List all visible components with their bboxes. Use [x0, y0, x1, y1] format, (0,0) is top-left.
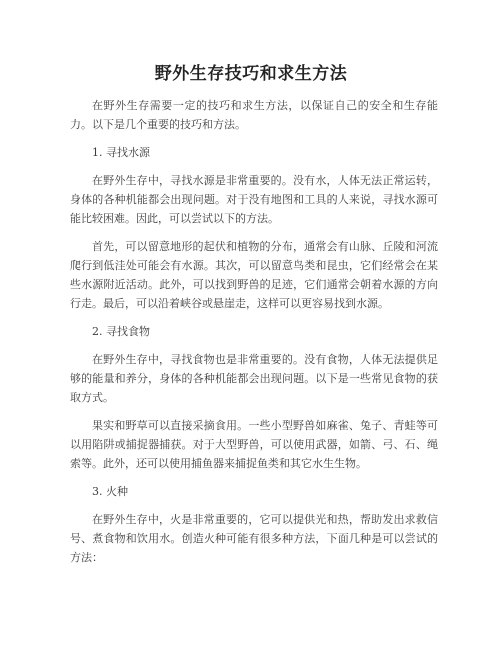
section-heading-water: 1. 寻找水源: [92, 146, 150, 159]
section-heading-food: 2. 寻找食物: [92, 325, 150, 338]
paragraph: 在野外生存中，寻找食物也是非常重要的。没有食物，人体无法提供足够的能量和养分，身体的各种机能都会出现问题。以下是一些常见食物的获取方式。: [70, 353, 438, 404]
paragraph: 果实和野草可以直接采摘食用。一些小型野兽如麻雀、兔子、青蛙等可以用陷阱或捕捉器捕获。对于大型野兽，可以使用武器，如箭、弓、石、绳索等。此外，还可以使用捕鱼器来捕捉鱼类和其它水生生物。: [70, 419, 438, 470]
document-title: 野外生存技巧和求生方法: [154, 64, 348, 84]
paragraph: 在野外生存中，火是非常重要的，它可以提供光和热，帮助发出求救信号、煮食物和饮用水。创造火种可能有很多种方法，下面几种是可以尝试的方法：: [70, 513, 438, 564]
paragraph: 在野外生存中，寻找水源是非常重要的。没有水，人体无法正常运转，身体的各种机能都会出现问题。对于没有地图和工具的人来说，寻找水源可能比较困难。因此，可以尝试以下的方法。: [70, 174, 438, 225]
paragraph: 首先，可以留意地形的起伏和植物的分布，通常会有山脉、丘陵和河流爬行到低洼处可能会有水源。其次，可以留意鸟类和昆虫，它们经常会在某些水源附近活动。此外，可以找到野兽的足迹，它们通常会朝着水源的方向行走。最后，可以沿着峡谷或悬崖走，这样可以更容易找到水源。: [70, 240, 438, 310]
section-heading-fire: 3. 火种: [92, 485, 128, 498]
intro-paragraph: 在野外生存需要一定的技巧和求生方法，以保证自己的安全和生存能力。以下是几个重要的技巧和方法。: [70, 99, 438, 131]
document-body: [70, 96, 438, 576]
